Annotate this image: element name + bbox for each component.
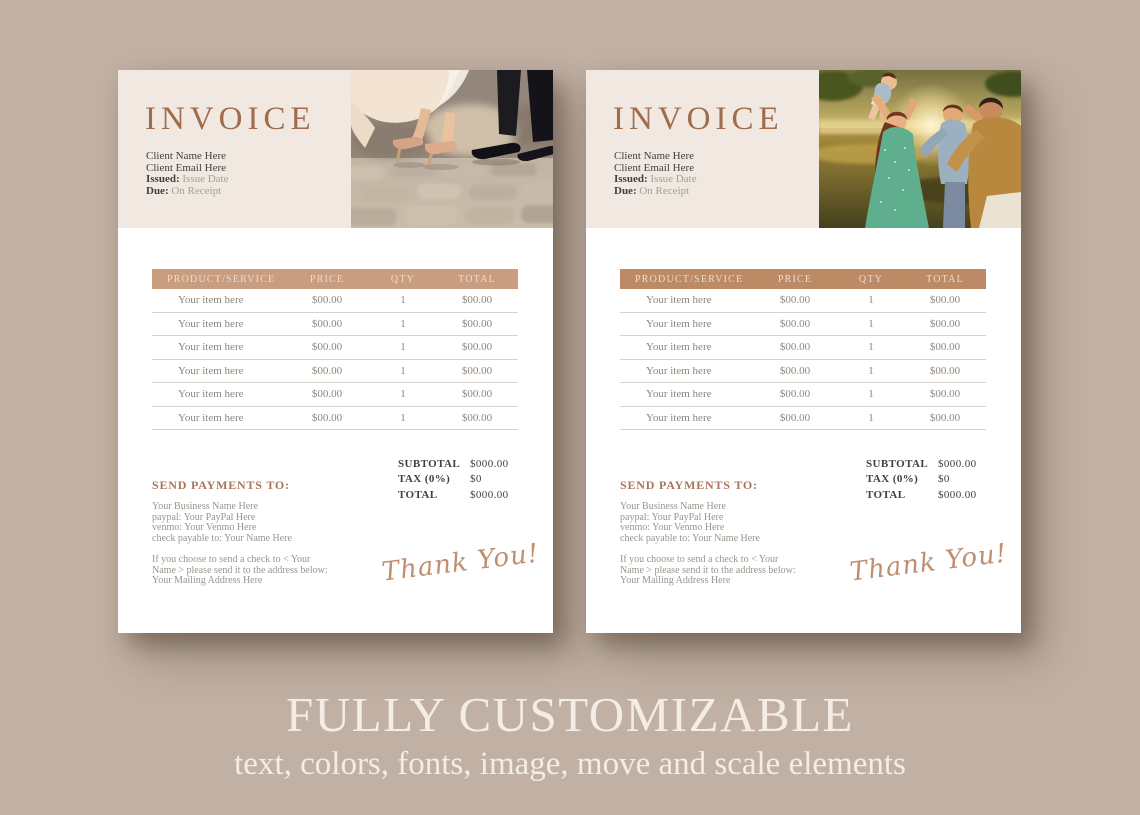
note-line: If you choose to send a check to < Your	[620, 553, 779, 565]
cell-total: $00.00	[929, 317, 961, 330]
cell-item: Your item here	[646, 411, 712, 424]
client-info-block	[146, 151, 229, 197]
client-email: Client Email Here	[614, 161, 695, 174]
table-row	[152, 313, 518, 337]
payments-heading: SEND PAYMENTS TO:	[620, 478, 758, 492]
issued-value: Issue Date	[182, 173, 229, 186]
due-value: On Receipt	[171, 184, 222, 197]
line-items-table	[152, 269, 518, 430]
payment-line: check payable to: Your Name Here	[620, 533, 760, 545]
payments-heading: SEND PAYMENTS TO:	[152, 478, 290, 492]
table-row	[620, 407, 986, 431]
col-header-qty: QTY	[858, 273, 884, 285]
cell-price: $00.00	[779, 411, 811, 424]
cell-total: $00.00	[461, 317, 493, 330]
invoice-title: INVOICE	[613, 101, 784, 137]
col-header-price: PRICE	[309, 273, 345, 285]
cell-total: $00.00	[929, 294, 961, 307]
cell-total: $00.00	[461, 341, 493, 354]
cell-price: $00.00	[311, 341, 343, 354]
thank-you-script: Thank You!	[380, 538, 541, 588]
line-items-table	[620, 269, 986, 430]
family-sunset-photo	[819, 70, 1021, 228]
subtotal-value: $000.00	[470, 457, 509, 470]
note-line: Name > please send it to the address below:	[620, 564, 796, 576]
cell-item: Your item here	[646, 341, 712, 354]
table-row	[620, 336, 986, 360]
col-header-total: TOTAL	[458, 273, 496, 285]
header-photo	[351, 70, 553, 228]
cell-total: $00.00	[929, 411, 961, 424]
due-value: On Receipt	[639, 184, 690, 197]
cell-qty: 1	[400, 364, 406, 377]
due-label: Due:	[614, 184, 637, 197]
cell-item: Your item here	[178, 341, 244, 354]
table-row	[620, 289, 986, 313]
table-header-row	[620, 269, 986, 289]
cell-qty: 1	[868, 341, 874, 354]
cell-item: Your item here	[646, 364, 712, 377]
cell-qty: 1	[400, 411, 406, 424]
cell-item: Your item here	[178, 364, 244, 377]
table-row	[620, 313, 986, 337]
check-mailing-note	[620, 555, 830, 587]
cell-item: Your item here	[178, 294, 244, 307]
cell-qty: 1	[868, 364, 874, 377]
cell-total: $00.00	[461, 388, 493, 401]
payment-methods	[620, 502, 830, 545]
due-line	[614, 186, 697, 198]
subtotal-value: $000.00	[938, 457, 977, 470]
cell-price: $00.00	[779, 294, 811, 307]
cell-total: $00.00	[929, 388, 961, 401]
cell-price: $00.00	[311, 388, 343, 401]
invoice-title: INVOICE	[145, 101, 316, 137]
note-line: If you choose to send a check to < Your	[152, 553, 311, 565]
note-line: Name > please send it to the address below:	[152, 564, 328, 576]
payment-line: check payable to: Your Name Here	[152, 533, 292, 545]
subtotal-row	[866, 456, 1016, 472]
col-header-total: TOTAL	[926, 273, 964, 285]
col-header-product: PRODUCT/SERVICE	[167, 273, 276, 285]
caption-subtitle: text, colors, fonts, image, move and scale elements	[234, 746, 906, 782]
tax-value: $0	[470, 473, 482, 486]
cell-item: Your item here	[646, 294, 712, 307]
payment-line: Your Business Name Here	[152, 501, 258, 512]
total-row	[398, 487, 548, 503]
tax-label: TAX (0%)	[866, 473, 919, 486]
cell-item: Your item here	[646, 317, 712, 330]
table-row	[620, 360, 986, 384]
totals-block	[866, 456, 1016, 503]
cell-price: $00.00	[311, 294, 343, 307]
payment-line: Your Business Name Here	[620, 501, 726, 512]
table-row	[152, 289, 518, 313]
client-name: Client Name Here	[146, 150, 227, 162]
cell-total: $00.00	[461, 294, 493, 307]
header-photo	[819, 70, 1021, 228]
cell-qty: 1	[400, 317, 406, 330]
client-email: Client Email Here	[146, 161, 227, 174]
subtotal-label: SUBTOTAL	[398, 457, 461, 470]
cell-qty: 1	[400, 388, 406, 401]
invoice-header	[586, 70, 1021, 228]
payment-line: venmo: Your Venmo Here	[152, 522, 257, 534]
cell-qty: 1	[868, 388, 874, 401]
client-name: Client Name Here	[614, 150, 695, 162]
subtotal-label: SUBTOTAL	[866, 457, 929, 470]
tax-row	[866, 472, 1016, 488]
cell-price: $00.00	[311, 411, 343, 424]
totals-block	[398, 456, 548, 503]
wedding-couple-shoes-photo	[351, 70, 553, 228]
caption-title: FULLY CUSTOMIZABLE	[286, 687, 854, 742]
col-header-qty: QTY	[390, 273, 416, 285]
note-line: Your Mailing Address Here	[620, 575, 731, 587]
tax-row	[398, 472, 548, 488]
issued-label: Issued:	[146, 173, 180, 186]
col-header-product: PRODUCT/SERVICE	[635, 273, 744, 285]
table-header-row	[152, 269, 518, 289]
total-row	[866, 487, 1016, 503]
payments-block	[620, 478, 830, 587]
cell-item: Your item here	[646, 388, 712, 401]
cell-price: $00.00	[311, 364, 343, 377]
cell-price: $00.00	[311, 317, 343, 330]
payment-methods	[152, 502, 362, 545]
cell-item: Your item here	[178, 411, 244, 424]
cell-price: $00.00	[779, 341, 811, 354]
client-info-block	[614, 151, 697, 197]
col-header-price: PRICE	[777, 273, 813, 285]
due-line	[146, 186, 229, 198]
cell-qty: 1	[868, 411, 874, 424]
cell-total: $00.00	[461, 364, 493, 377]
invoice-header	[118, 70, 553, 228]
invoice-card-wedding	[118, 70, 553, 633]
cell-item: Your item here	[178, 317, 244, 330]
check-mailing-note	[152, 555, 362, 587]
cell-total: $00.00	[461, 411, 493, 424]
cell-price: $00.00	[779, 364, 811, 377]
thank-you-script: Thank You!	[848, 538, 1009, 588]
cell-price: $00.00	[779, 317, 811, 330]
cell-price: $00.00	[779, 388, 811, 401]
cell-total: $00.00	[929, 341, 961, 354]
note-line: Your Mailing Address Here	[152, 575, 263, 587]
total-value: $000.00	[938, 488, 977, 501]
tax-label: TAX (0%)	[398, 473, 451, 486]
table-row	[152, 383, 518, 407]
table-row	[152, 360, 518, 384]
issued-value: Issue Date	[650, 173, 697, 186]
payments-block	[152, 478, 362, 587]
cell-qty: 1	[868, 294, 874, 307]
payment-line: paypal: Your PayPal Here	[620, 511, 724, 523]
cell-item: Your item here	[178, 388, 244, 401]
cell-qty: 1	[400, 341, 406, 354]
tax-value: $0	[938, 473, 950, 486]
payment-line: paypal: Your PayPal Here	[152, 511, 256, 523]
issued-label: Issued:	[614, 173, 648, 186]
table-row	[152, 336, 518, 360]
due-label: Due:	[146, 184, 169, 197]
table-row	[620, 383, 986, 407]
cell-qty: 1	[868, 317, 874, 330]
total-value: $000.00	[470, 488, 509, 501]
payment-line: venmo: Your Venmo Here	[620, 522, 725, 534]
cell-total: $00.00	[929, 364, 961, 377]
table-row	[152, 407, 518, 431]
subtotal-row	[398, 456, 548, 472]
cell-qty: 1	[400, 294, 406, 307]
total-label: TOTAL	[866, 488, 906, 501]
total-label: TOTAL	[398, 488, 438, 501]
invoice-card-family	[586, 70, 1021, 633]
